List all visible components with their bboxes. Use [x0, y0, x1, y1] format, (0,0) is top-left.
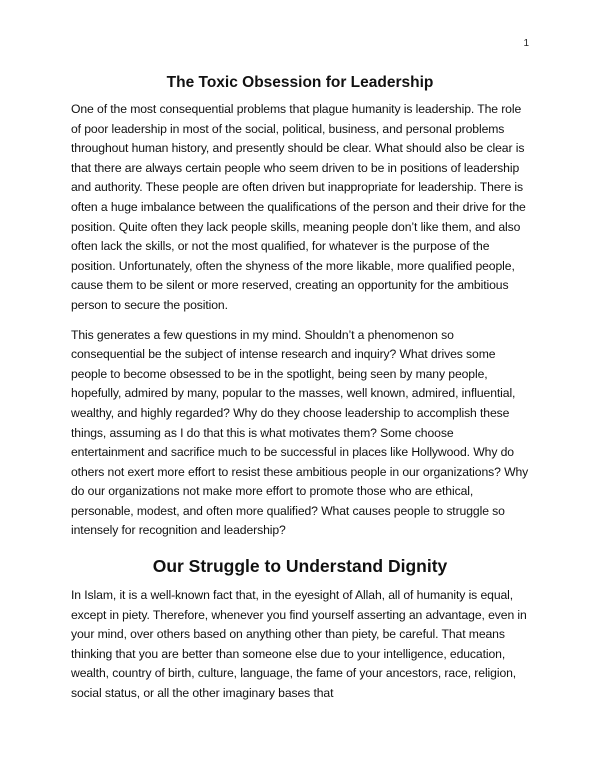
section-title-dignity: Our Struggle to Understand Dignity	[152, 556, 448, 577]
body-paragraph: One of the most consequential problems that plague humanity is leadership. The role of poor leadership in most of the social, political, business, and personal problems throughout human history, and presently should be clear. What should also be clear is that there are always certain people who seem driven to be in positions of leadership and authority. These people are often driven but inappropriate for leadership. There is often a huge imbalance between the qualifications of the person and their drive for the position. Quite often they lack people skills, meaning people don’t like them, and also often lack the skills, or not the most qualified, for whatever is the purpose of the position. Unfortunately, often the shyness of the more likable, more qualified people, cause them to be silent or more reserved, creating an opportunity for the ambitious person to secure the position.	[71, 102, 526, 312]
body-paragraph: This generates a few questions in my mind. Shouldn’t a phenomenon so consequential be the subject of intense research and inquiry? What drives some people to become obsessed to be in the spotlight, being seen by many people, hopefully, admired by many, popular to the masses, well known, admired, influential, wealthy, and highly regarded? Why do they choose leadership to accomplish these things, assuming as I do that this is what motivates them? Some choose entertainment and sacrifice much to be successful in places like Hollywood. Why do others not exert more effort to resist these ambitious people in our organizations? Why do our organizations not make more effort to promote those who are ethical, personable, modest, and often more qualified? What causes people to struggle so intensely for recognition and leadership?	[71, 327, 529, 538]
body-paragraph: In Islam, it is a well-known fact that, in the eyesight of Allah, all of humanity is equal, except in piety. Therefore, whenever you find yourself asserting an advantage, even in your mind, over others based on anything other than piety, be careful. That means thinking that you are better than someone else due to your intelligence, education, wealth, country of birth, culture, language, the fame of your ancestors, race, religion, social status, or all the other imaginary bases that	[71, 588, 527, 701]
page-number: 1	[523, 38, 529, 49]
section-title-toxic-obsession: The Toxic Obsession for Leadership	[166, 74, 434, 91]
